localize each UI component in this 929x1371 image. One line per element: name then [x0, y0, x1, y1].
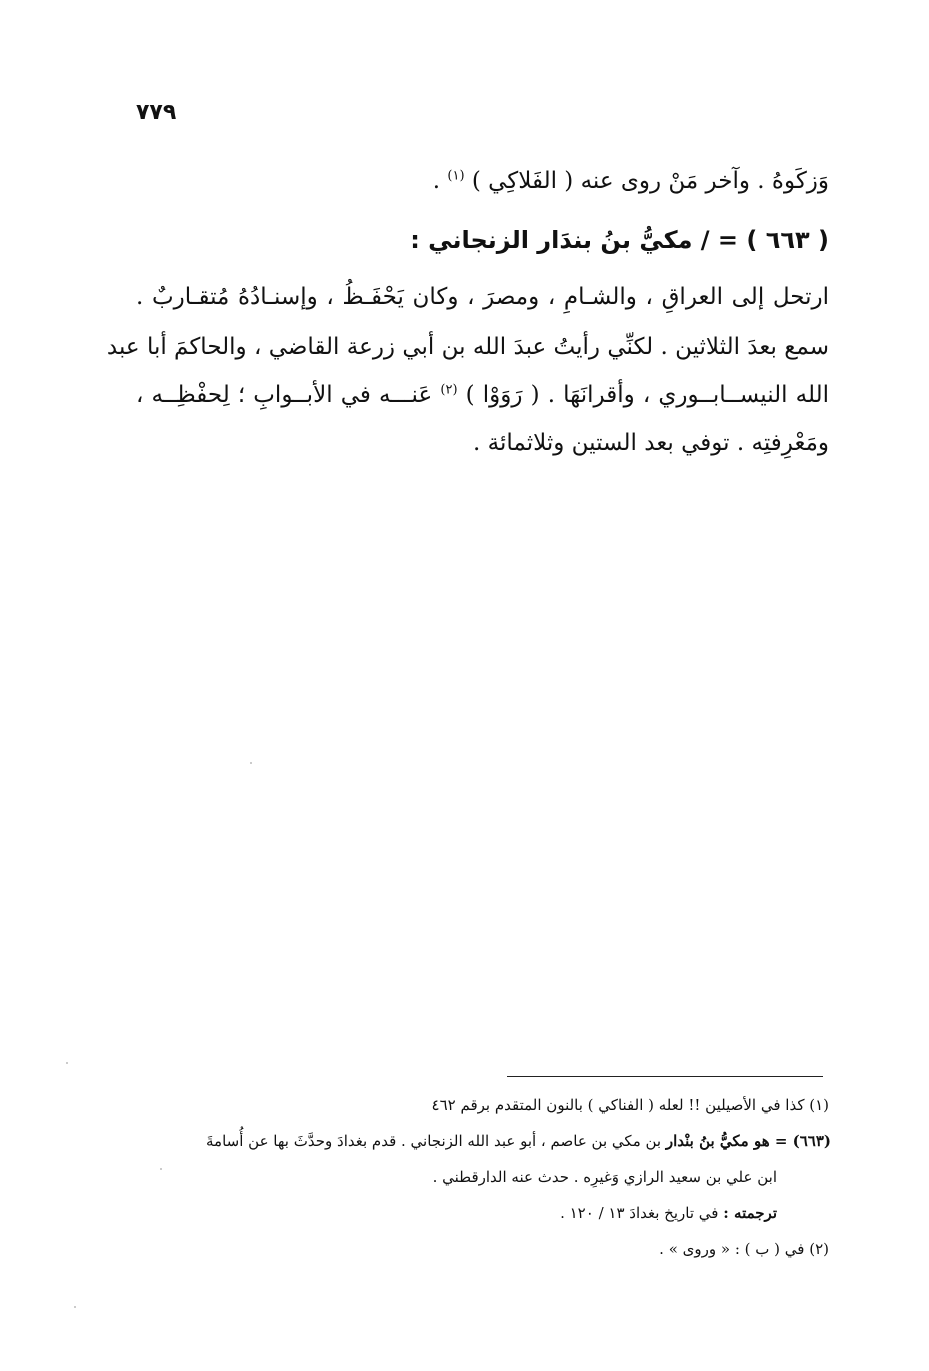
scan-speck: [66, 1062, 68, 1064]
footnote-text: بن مكي بن عاصم ، أبو عبد الله الزنجاني . قدم بغدادَ وحدَّثَ بها عن أُسامةَ: [206, 1132, 662, 1150]
entry-heading: ( ٦٦٣ ) = / مكيُّ بنُ بندَار الزنجاني :: [410, 226, 829, 254]
footnote-663-translation: [560, 1204, 777, 1222]
text-line: سمع بعدَ الثلاثين . لكنِّي رأيتُ عبدَ الله بن أبي زرعة القاضي ، والحاكمَ أبا عبد: [106, 334, 829, 360]
text-segment: الله النيســابــوري ، وأقرانَهَا . ( رَوَوْا ): [465, 382, 830, 408]
footnote-bold: ترجمته :: [723, 1204, 777, 1222]
scan-speck: [160, 1168, 162, 1170]
footnote-663-continued: ابن علي بن سعيد الرازي وَغيرِه . حدث عنه الدارقطني .: [432, 1168, 777, 1186]
footnote-1: (١) كذا في الأصيلين !! لعله ( الفناكي ) بالنون المتقدم برقم ٤٦٢: [431, 1096, 829, 1114]
text-line: ومَعْرِفتِه . توفي بعد الستين وثلاثمائة .: [473, 430, 829, 456]
footnote-ref: (١): [447, 168, 465, 184]
footnote-bold: (٦٦٣) = هو مكيُّ بنُ بنْدار: [665, 1132, 831, 1150]
text-line: [136, 382, 829, 410]
scan-speck: [250, 762, 252, 764]
text-segment: وَزكَوهُ . وآخر مَنْ روى عنه ( الفَلاكِي ): [471, 168, 829, 194]
footnote-2: (٢) في ( ب ) : « وروى » .: [659, 1240, 829, 1258]
text-line: [433, 168, 829, 196]
text-line: ارتحل إلى العراقِ ، والشـامِ ، ومصرَ ، وكان يَحْفَـظُ ، وإسنـادُهُ مُتقـاربٌ .: [136, 284, 829, 310]
page-number: ٧٧٩: [136, 100, 177, 125]
text-segment: عَنـــه في الأبــوابِ ؛ لِحفْظِــه ،: [136, 382, 433, 408]
footnote-text: في تاريخ بغدادَ ١٣ / ١٢٠ .: [560, 1204, 719, 1222]
footnote-divider: [507, 1076, 823, 1077]
text-segment: .: [432, 168, 441, 194]
footnote-663: [206, 1132, 831, 1150]
scan-speck: [74, 1306, 76, 1308]
footnote-ref: (٢): [440, 382, 458, 398]
